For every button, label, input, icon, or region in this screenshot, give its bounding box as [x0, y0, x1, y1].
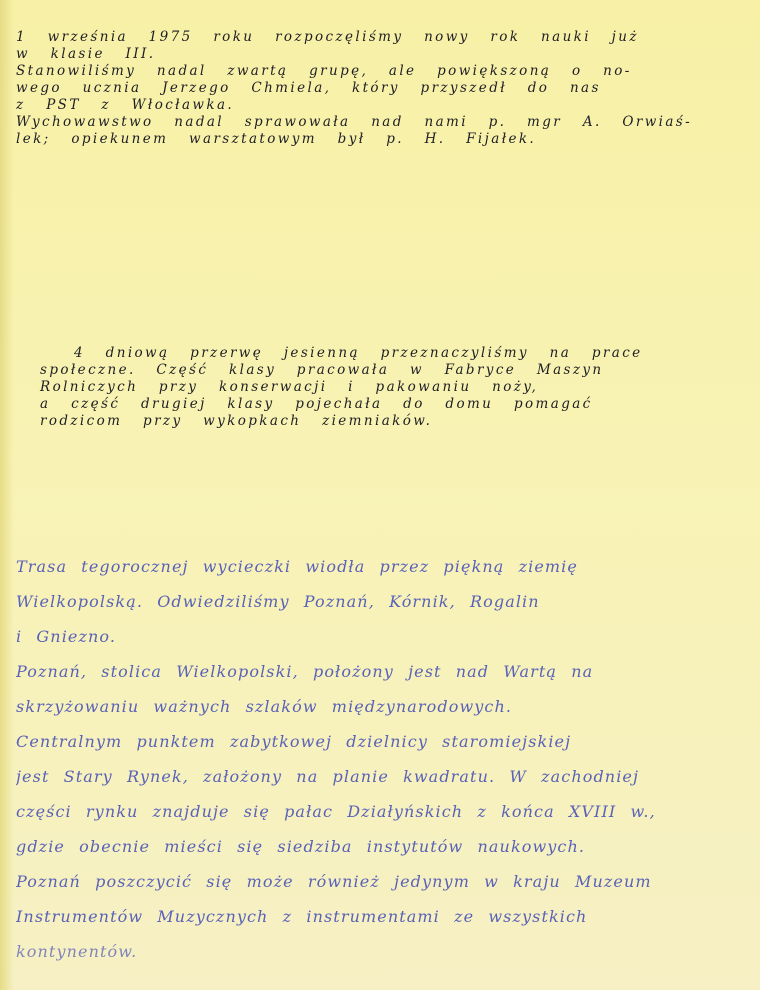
- handwritten-line: społeczne. Część klasy pracowała w Fabryce Maszyn: [40, 362, 604, 378]
- handwritten-line: 4 dniową przerwę jesienną przeznaczyliśmy na prace: [74, 345, 643, 361]
- handwritten-line: gdzie obecnie mieści się siedziba instytutów naukowych.: [16, 837, 586, 856]
- handwritten-line: jest Stary Rynek, założony na planie kwadratu. W zachodniej: [16, 767, 640, 786]
- handwritten-line: Stanowiliśmy nadal zwartą grupę, ale powiększoną o no-: [16, 63, 632, 79]
- chronicle-entry-trip: [16, 549, 746, 969]
- handwritten-line: Trasa tegorocznej wycieczki wiodła przez piękną ziemię: [16, 557, 578, 576]
- handwritten-line: lek; opiekunem warsztatowym był p. H. Fijałek.: [16, 131, 537, 147]
- chronicle-entry-autumn-break: [22, 345, 742, 430]
- handwritten-line: Centralnym punktem zabytkowej dzielnicy staromiejskiej: [16, 732, 572, 751]
- handwritten-line: skrzyżowaniu ważnych szlaków międzynarodowych.: [16, 697, 513, 716]
- handwritten-line: Poznań, stolica Wielkopolski, położony jest nad Wartą na: [16, 662, 594, 681]
- handwritten-line: i Gniezno.: [16, 627, 117, 646]
- handwritten-line: Instrumentów Muzycznych z instrumentami ze wszystkich: [16, 907, 588, 926]
- handwritten-line: w klasie III.: [16, 46, 156, 62]
- handwritten-line: rodzicom przy wykopkach ziemniaków.: [40, 413, 433, 429]
- handwritten-line: Poznań poszczycić się może również jedynym w kraju Muzeum: [16, 872, 652, 891]
- handwritten-line: wego ucznia Jerzego Chmiela, który przyszedł do nas: [16, 80, 601, 96]
- handwritten-line: kontynentów.: [16, 942, 138, 961]
- handwritten-line: Wielkopolską. Odwiedziliśmy Poznań, Kórnik, Rogalin: [16, 592, 540, 611]
- handwritten-line: części rynku znajduje się pałac Działyńskich z końca XVIII w.,: [16, 802, 656, 821]
- handwritten-line: a część drugiej klasy pojechała do domu pomagać: [40, 396, 593, 412]
- page-edge-shadow: [0, 0, 14, 990]
- handwritten-line: z PST z Włocławka.: [16, 97, 235, 113]
- handwritten-line: Wychowawstwo nadal sprawowała nad nami p. mgr A. Orwiaś-: [16, 114, 693, 130]
- handwritten-line: 1 września 1975 roku rozpoczęliśmy nowy rok nauki już: [16, 29, 639, 45]
- chronicle-entry-start-of-year: [16, 29, 746, 148]
- handwritten-line: Rolniczych przy konserwacji i pakowaniu noży,: [40, 379, 539, 395]
